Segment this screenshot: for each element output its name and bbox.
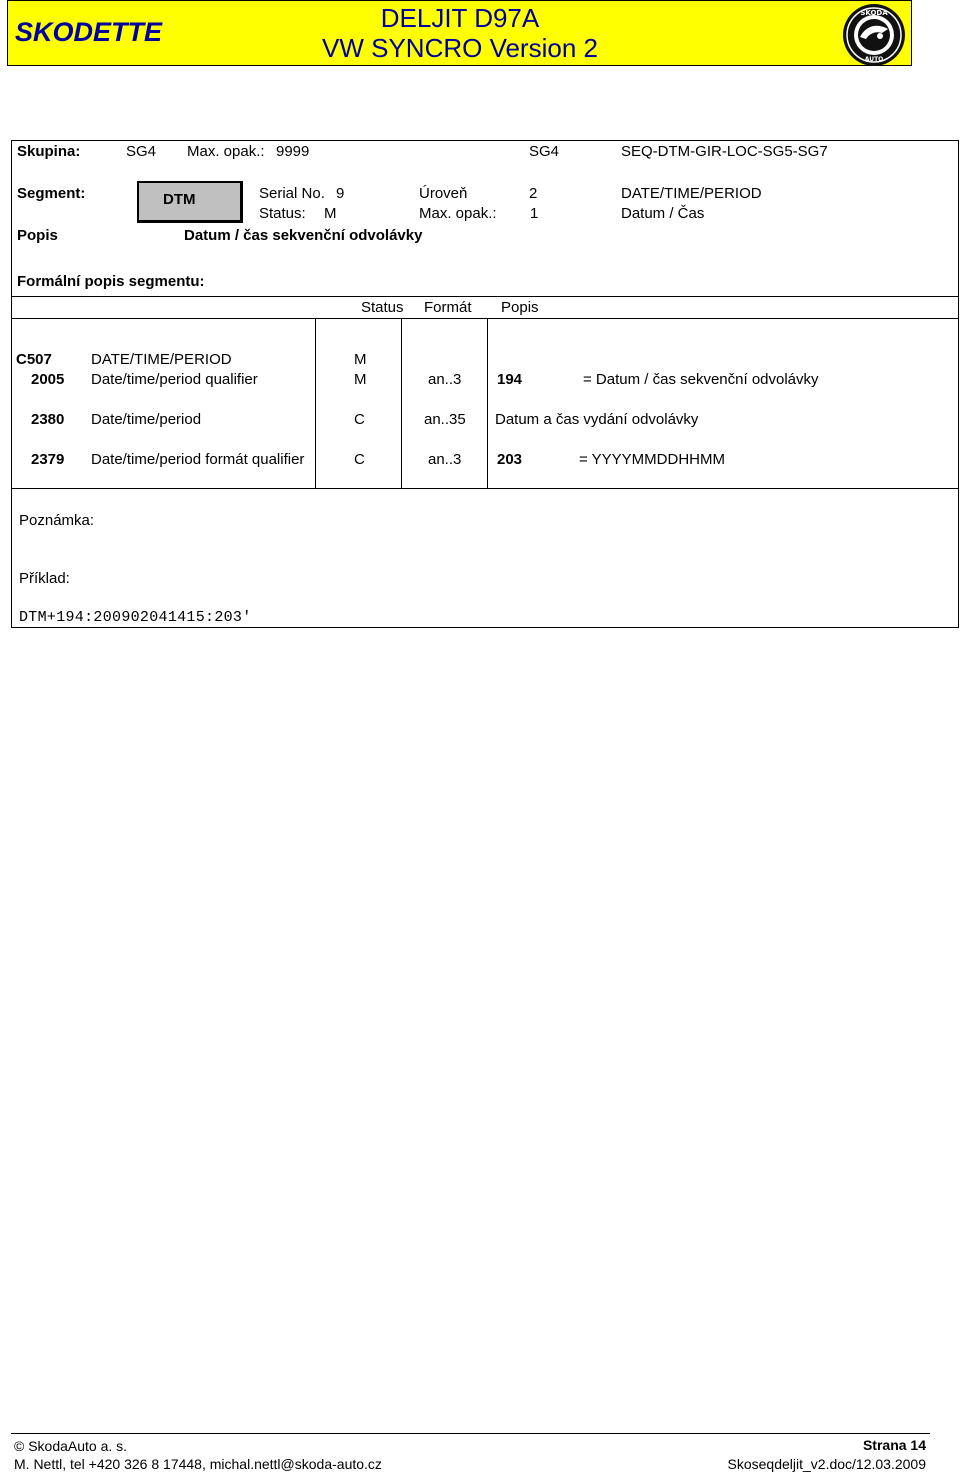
brand-title: SKODETTE [15,17,163,47]
svg-text:SKODA: SKODA [860,9,888,17]
group-code: SG4 [126,143,157,160]
column-divider [315,318,316,488]
divider [11,488,959,489]
example-value: DTM+194:200902041415:203' [19,609,252,626]
divider [11,318,959,319]
element-name: Date/time/period [91,411,202,428]
element-format: an..3 [428,371,462,388]
col-desc-header: Popis [501,299,539,316]
element-desc: Datum a čas vydání odvolávky [495,411,699,428]
document-subtitle: VW SYNCRO Version 2 [322,33,598,63]
element-status: M [354,351,367,368]
footer-page: Strana 14 [862,1437,926,1453]
col-format-header: Formát [424,299,472,316]
element-name: Date/time/period formát qualifier [91,451,305,468]
level-label: Úroveň [419,185,468,202]
element-value: 203 [497,451,523,468]
segment-max-value: 1 [530,205,539,222]
element-status: C [354,411,365,428]
segment-name: DATE/TIME/PERIOD [621,185,762,202]
level-value: 2 [529,185,538,202]
group-max-value: 9999 [276,143,310,160]
footer-copyright: © SkodaAuto a. s. [14,1438,128,1454]
group-code-right: SG4 [529,143,560,160]
svg-text:AUTO: AUTO [864,56,884,63]
serial-label: Serial No. [259,185,325,202]
element-code: 2380 [31,411,65,428]
element-status: M [354,371,367,388]
element-status: C [354,451,365,468]
example-label: Příklad: [19,570,70,587]
column-divider [487,318,488,488]
document-title: DELJIT D97A [380,3,540,33]
divider [11,296,959,297]
footer-divider [11,1433,930,1434]
segment-tag: DTM [163,191,196,208]
element-code: C507 [16,351,52,368]
group-max-label: Max. opak.: [187,143,265,160]
description-value: Datum / čas sekvenční odvolávky [184,227,423,244]
footer-contact: M. Nettl, tel +420 326 8 17448, michal.nettl@skoda-auto.cz [14,1456,382,1472]
element-format: an..3 [428,451,462,468]
element-value: 194 [497,371,523,388]
serial-value: 9 [336,185,345,202]
segment-label: Segment: [17,185,86,202]
element-format: an..35 [424,411,466,428]
element-desc: = YYYYMMDDHHMM [579,451,725,468]
segment-max-label: Max. opak.: [419,205,497,222]
element-code: 2005 [31,371,65,388]
status-value: M [324,205,337,222]
skoda-logo-icon [842,3,906,67]
col-status-header: Status [361,299,404,316]
element-name: DATE/TIME/PERIOD [91,351,232,368]
column-divider [401,318,402,488]
note-label: Poznámka: [19,512,95,529]
element-code: 2379 [31,451,65,468]
element-name: Date/time/period qualifier [91,371,258,388]
group-label: Skupina: [17,143,81,160]
group-path: SEQ-DTM-GIR-LOC-SG5-SG7 [621,143,828,160]
status-label: Status: [259,205,306,222]
description-label: Popis [17,227,58,244]
segment-name-cz: Datum / Čas [621,205,705,222]
formal-label: Formální popis segmentu: [17,273,205,290]
element-desc: = Datum / čas sekvenční odvolávky [583,371,819,388]
footer-doc: Skoseqdeljit_v2.doc/12.03.2009 [727,1456,926,1472]
